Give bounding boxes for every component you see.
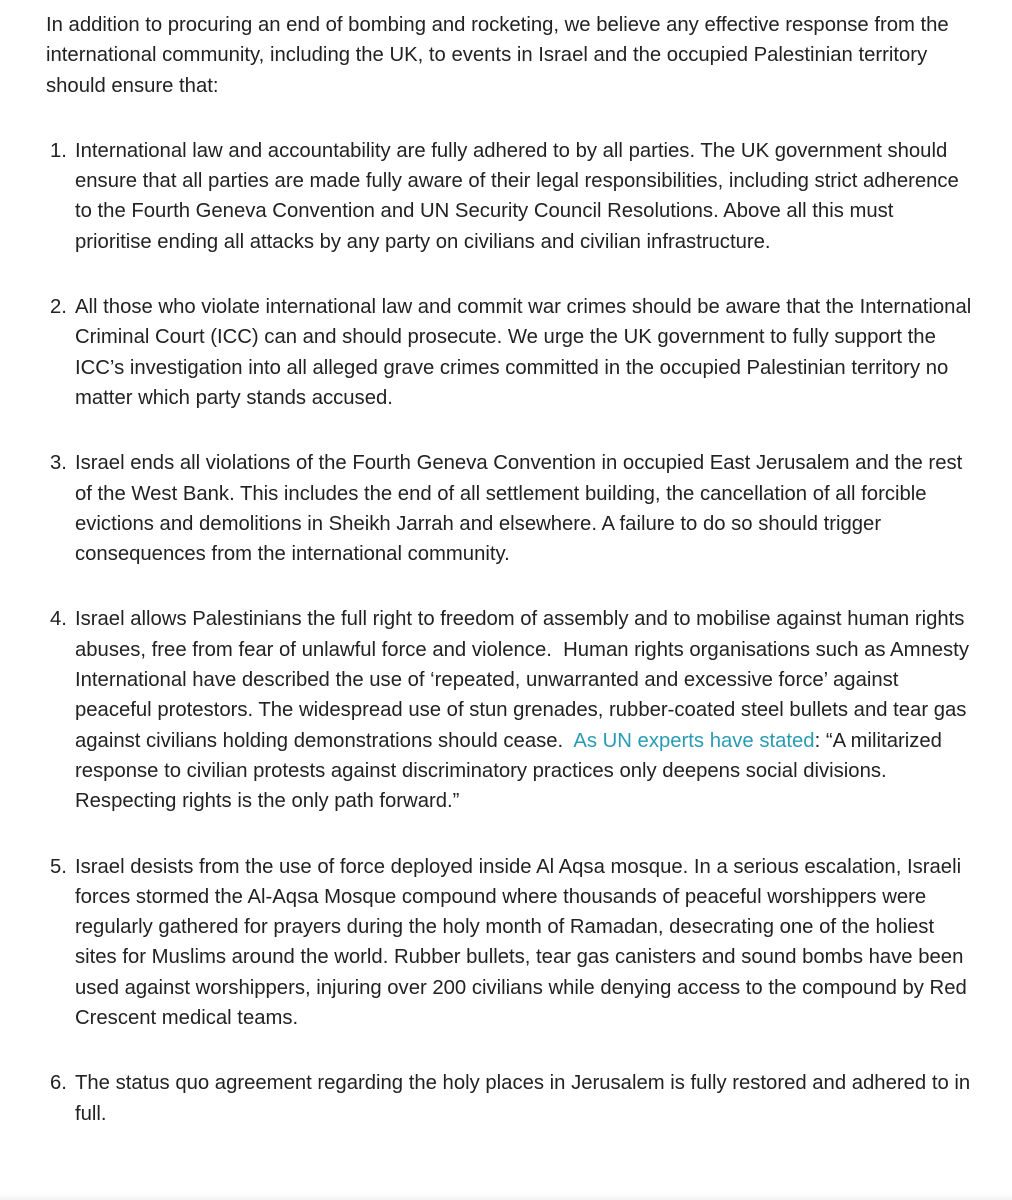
list-item xyxy=(46,136,975,257)
un-experts-link[interactable]: As UN experts have stated xyxy=(573,729,815,752)
list-item-text-after-link: : “A militarized response to civilian protests against discriminatory practices only deepens social divisions. Respecting rights is the only path forward.” xyxy=(75,729,942,813)
intro-paragraph: In addition to procuring an end of bombing and rocketing, we believe any effective response from the international community, including the UK, to events in Israel and the occupied Palestinian territory should ensure that: xyxy=(46,14,949,97)
list-item xyxy=(46,852,975,1034)
list-item-number: 4. xyxy=(50,608,67,631)
list-item xyxy=(46,292,975,413)
list-item-number: 1. xyxy=(50,139,67,162)
list-item-number: 6. xyxy=(50,1072,67,1095)
list-item-text-before-link: Israel allows Palestinians the full right to freedom of assembly and to mobilise against human rights abuses, free from fear of unlawful force and violence. Human rights organisations such as Amnesty International have described the use of ‘repeated, unwarranted and excessive force’ against peaceful protestors. The widespread use of stun grenades, rubber-coated steel bullets and tear gas against civilians holding demonstrations should cease. xyxy=(75,608,975,752)
list-item-text: Israel desists from the use of force deployed inside Al Aqsa mosque. In a serious escalation, Israeli forces stormed the Al-Aqsa Mosque compound where thousands of peaceful worshippers were regularly gathered for prayers during the holy month of Ramadan, desecrating one of the holiest sites for Muslims around the world. Rubber bullets, tear gas canisters and sound bombs have been used against worshippers, injuring over 200 civilians while denying access to the compound by Red Crescent medical teams. xyxy=(75,855,967,1030)
list-item-text: International law and accountability are fully adhered to by all parties. The UK government should ensure that all parties are made fully aware of their legal responsibilities, including strict adherence to the Fourth Geneva Convention and UN Security Council Resolutions. Above all this must prioritise ending all attacks by any party on civilians and civilian infrastructure. xyxy=(75,139,959,253)
list-item-number: 5. xyxy=(50,855,67,878)
list-item-number: 2. xyxy=(50,296,67,319)
list-item-number: 3. xyxy=(50,452,67,475)
list-item-text: The status quo agreement regarding the holy places in Jerusalem is fully restored and adhered to in full. xyxy=(75,1072,971,1125)
demands-list xyxy=(46,136,976,1129)
list-item xyxy=(46,1068,975,1129)
list-item xyxy=(46,448,975,569)
list-item-text: Israel ends all violations of the Fourth Geneva Convention in occupied East Jerusalem and the rest of the West Bank. This includes the end of all settlement building, the cancellation of all forcible evictions and demolitions in Sheikh Jarrah and elsewhere. A failure to do so should trigger consequences from the international community. xyxy=(75,452,963,566)
bottom-edge-divider xyxy=(0,1194,1012,1200)
document-body xyxy=(46,10,976,1164)
list-item xyxy=(46,604,975,816)
list-item-text: All those who violate international law and commit war crimes should be aware that the International Criminal Court (ICC) can and should prosecute. We urge the UK government to fully support the ICC’s investigation into all alleged grave crimes committed in the occupied Palestinian territory no matter which party stands accused. xyxy=(75,296,972,409)
